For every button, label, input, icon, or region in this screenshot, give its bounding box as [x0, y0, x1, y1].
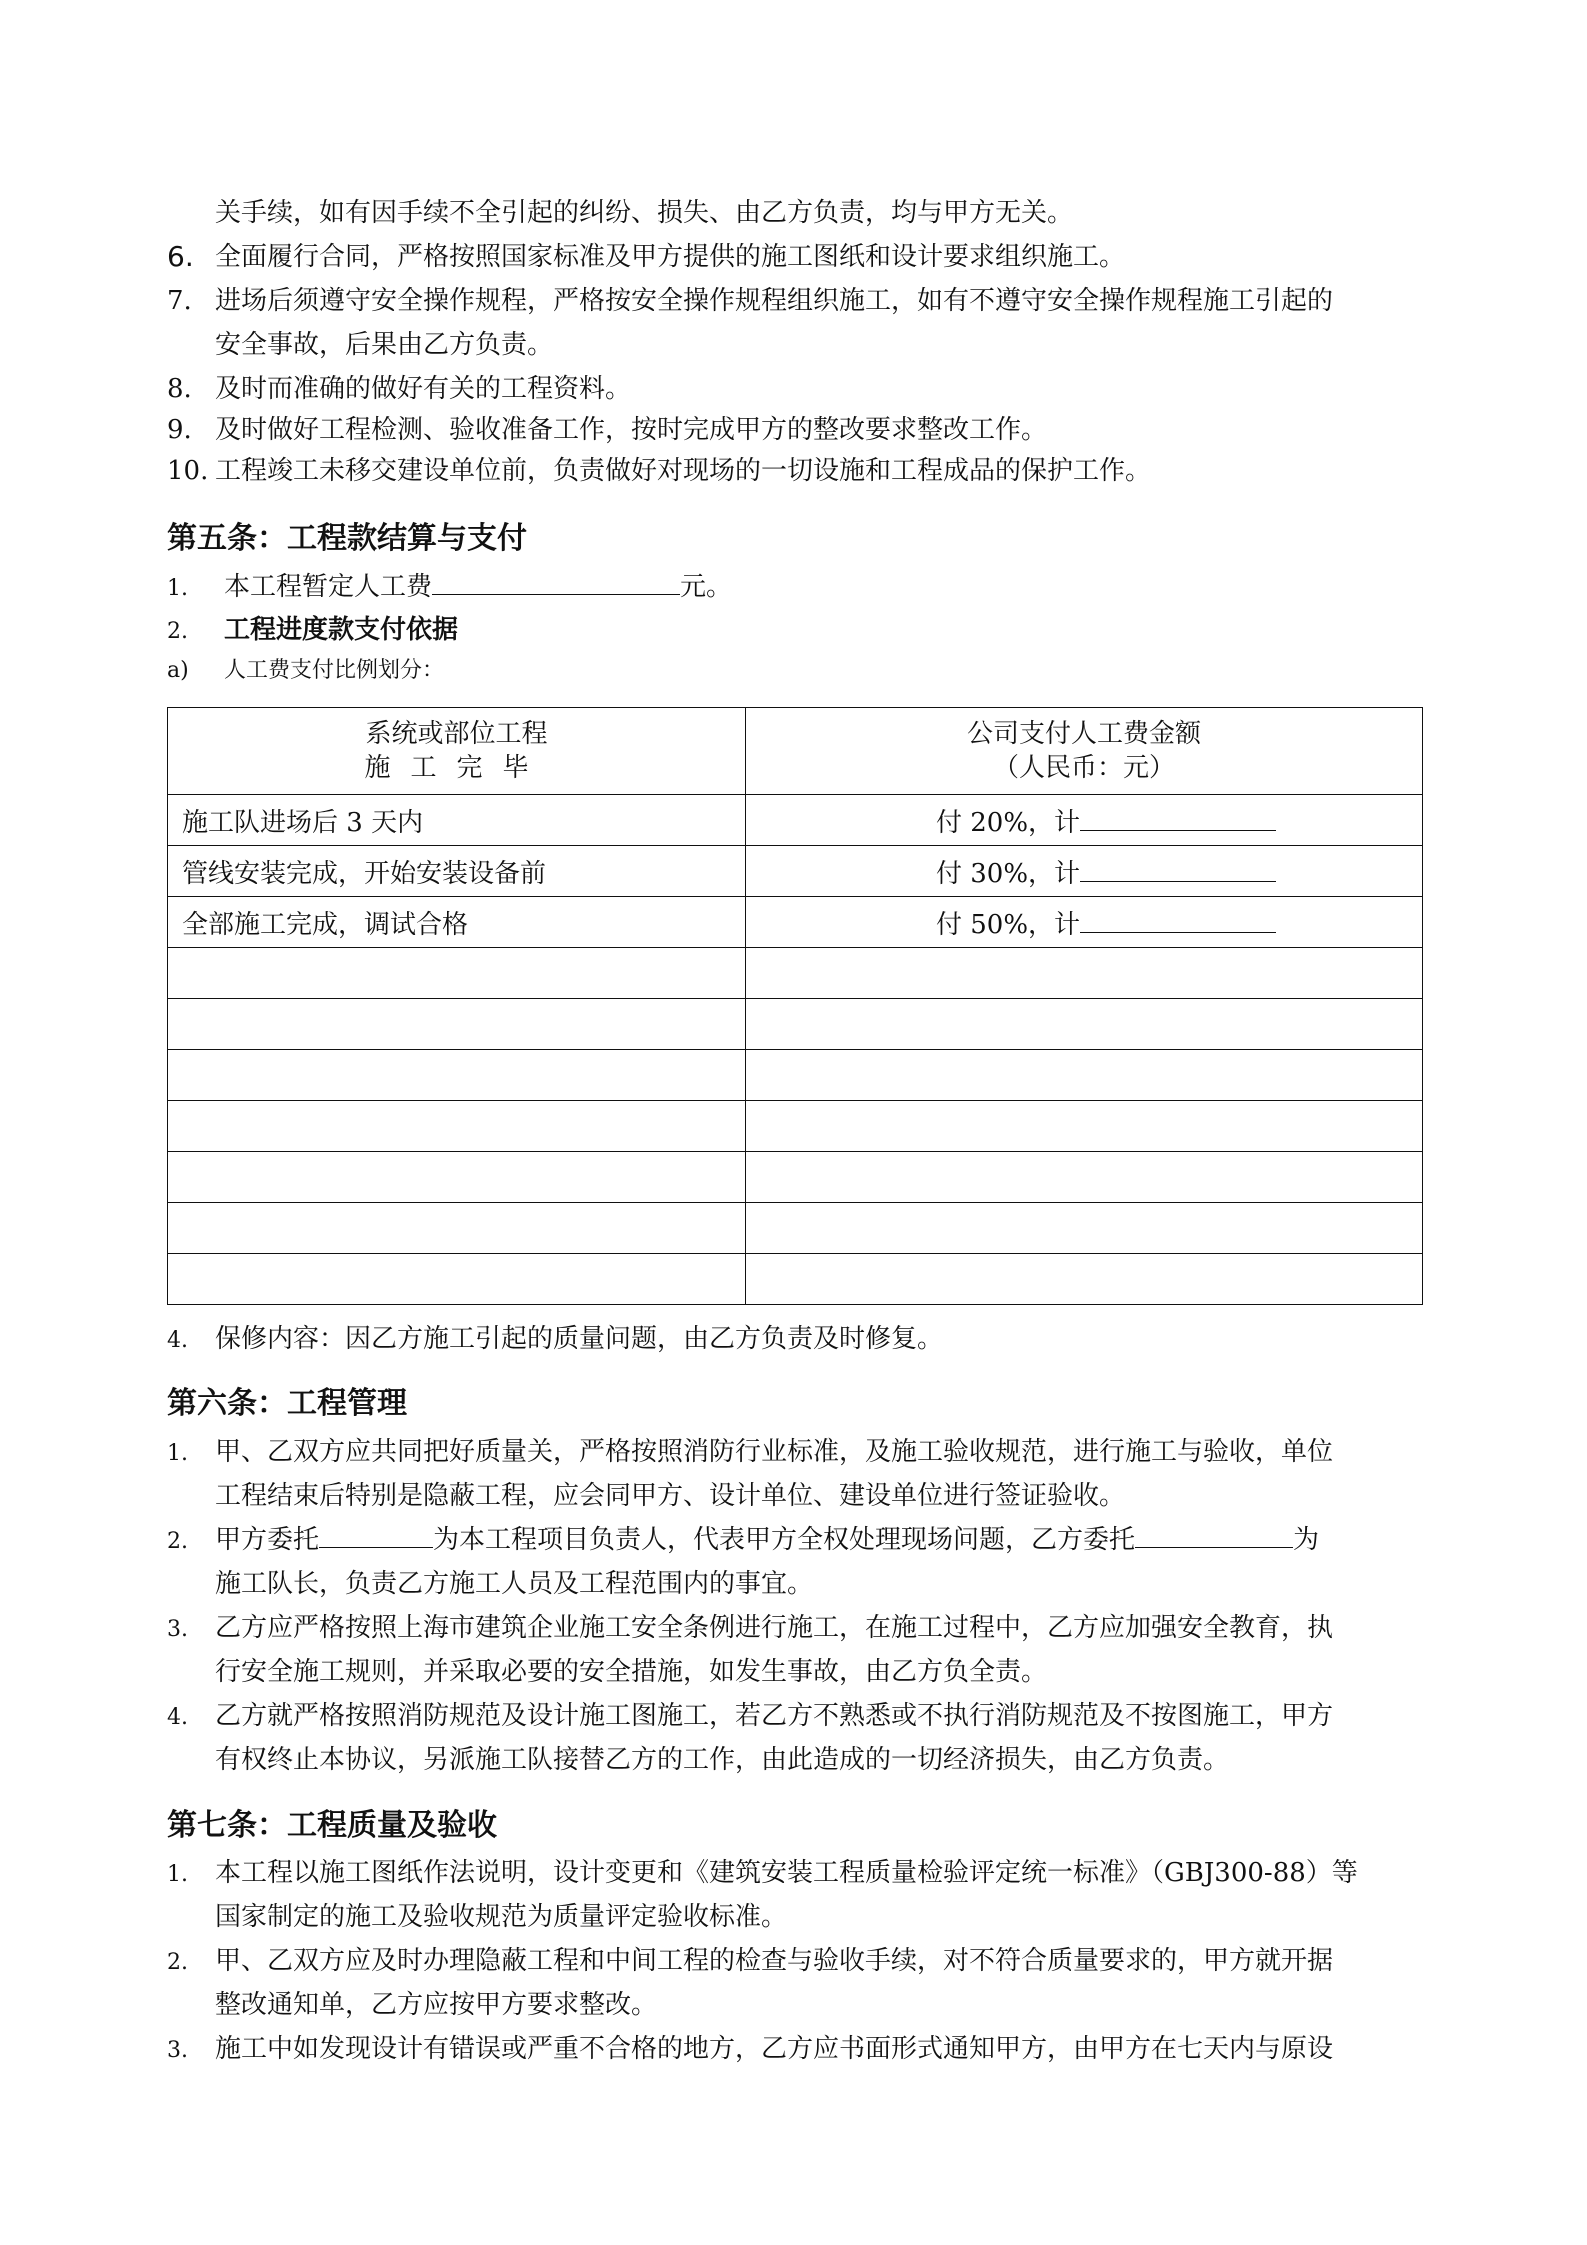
- payment-schedule-table: [167, 707, 1423, 1305]
- table-row: [168, 795, 1423, 846]
- list-item-continuation: 行安全施工规则，并采取必要的安全措施，如发生事故，由乙方负全责。: [215, 1657, 1048, 1687]
- table-row-empty: [168, 1152, 1423, 1203]
- table-row: [168, 846, 1423, 897]
- list-item-continuation: 安全事故，后果由乙方负责。: [215, 330, 554, 360]
- table-row-empty: [168, 1254, 1423, 1305]
- table-row-empty: [168, 999, 1423, 1050]
- owner-rep-blank[interactable]: [319, 1523, 433, 1548]
- list-item-continuation: 施工队长，负责乙方施工人员及工程范围内的事宜。: [215, 1569, 814, 1599]
- table-row: [168, 897, 1423, 948]
- list-item-continuation: 工程结束后特别是隐蔽工程，应会同甲方、设计单位、建设单位进行签证验收。: [215, 1481, 1126, 1511]
- amount-blank[interactable]: [1080, 806, 1276, 831]
- amount-cell: 付 30%，计: [746, 846, 1423, 897]
- table-row-empty: [168, 1050, 1423, 1101]
- table-row-empty: [168, 1101, 1423, 1152]
- amount-blank[interactable]: [1080, 857, 1276, 882]
- list-item-continuation: 整改通知单，乙方应按甲方要求整改。: [215, 1990, 658, 2020]
- contractor-rep-blank[interactable]: [1135, 1523, 1293, 1548]
- amount-cell: 付 20%，计: [746, 795, 1423, 846]
- document-page: 关手续，如有因手续不全引起的纠纷、损失、由乙方负责，均与甲方无关。 6. 全面履行合同，严格按照国家标准及甲方提供的施工图纸和设计要求组织施工。 7. 进场后须遵守安全操作规程，严格按安全操作规程组织施工，如有不遵守安全操作规程施工引起的 安全事故，后果由乙方负责。 8. 及时而准确的做好有关的工程资料。 9. 及时做好工程检测、验收准备工作，按时完成甲方的整改要求整改工作。 10. 工程竣工未移交建设单位前，负责做好对现场的一切设施和工程成品的保护工作。 第五条：工程款结算与支付 1. 本工程暂定人工费 元。 2. 工程进度款支付依据 a) 人工费支付比例划分： 系统或部位工程 施工完毕 公司支付人工费金额 （人民币：元） 施工队进场后 3 天内 付 20%，计 管线安装完成，开始安装设备前 付 30%，计 全部施工完成，调试合格 付 50%，计 4. 保修内容：因乙方施工引起的质量问题，由乙方负责及时修复。 第六条：工程管理 1. 甲、乙双方应共同把好质量关，严格按照消防行业标准，及施工验收规范，进行施工与验收，单位 工程结束后特别是隐蔽工程，应会同甲方、设计单位、建设单位进行签证验收。 2. 甲方委托 为本工程项目负责人，代表甲方全权处理现场问题，乙方委托 为 施工队长，负责乙方施工人员及工程范围内的事宜。 3. 乙方应严格按照上海市建筑企业施工安全条例进行施工，在施工过程中，乙方应加强安全教育，执 行安全施工规则，并采取必要的安全措施，如发生事故，由乙方负全责。 4. 乙方就严格按照消防规范及设计施工图施工，若乙方不熟悉或不执行消防规范及不按图施工，甲方 有权终止本协议，另派施工队接替乙方的工作，由此造成的一切经济损失，由乙方负责。 第七条：工程质量及验收 1. 本工程以施工图纸作法说明，设计变更和《建筑安装工程质量检验评定统一标准》（GBJ300-88）等 国家制定的施工及验收规范为质量评定验收标准。 2. 甲、乙双方应及时办理隐蔽工程和中间工程的检查与验收手续，对不符合质量要求的，甲方就开据 整改通知单，乙方应按甲方要求整改。 3. 施工中如发现设计有错误或严重不合格的地方，乙方应书面形式通知甲方，由甲方在七天内与原设: [0, 0, 1587, 2245]
- column-header-stage: 系统或部位工程 施工完毕: [168, 708, 746, 795]
- section-heading: 第五条：工程款结算与支付: [167, 521, 527, 556]
- labor-cost-blank[interactable]: [432, 570, 680, 595]
- stage-cell: 全部施工完成，调试合格: [168, 897, 746, 948]
- table-row-empty: [168, 948, 1423, 999]
- amount-cell: 付 50%，计: [746, 897, 1423, 948]
- table-row-empty: [168, 1203, 1423, 1254]
- list-item-continuation: 国家制定的施工及验收规范为质量评定验收标准。: [215, 1902, 788, 1932]
- stage-cell: 施工队进场后 3 天内: [168, 795, 746, 846]
- column-header-amount: 公司支付人工费金额 （人民币：元）: [746, 708, 1423, 795]
- table-header-row: [168, 708, 1423, 795]
- clause-continuation: 关手续，如有因手续不全引起的纠纷、损失、由乙方负责，均与甲方无关。: [215, 198, 1074, 228]
- amount-blank[interactable]: [1080, 908, 1276, 933]
- section-heading: 第七条：工程质量及验收: [167, 1808, 497, 1843]
- stage-cell: 管线安装完成，开始安装设备前: [168, 846, 746, 897]
- section-heading: 第六条：工程管理: [167, 1386, 407, 1421]
- list-item-continuation: 有权终止本协议，另派施工队接替乙方的工作，由此造成的一切经济损失，由乙方负责。: [215, 1745, 1230, 1775]
